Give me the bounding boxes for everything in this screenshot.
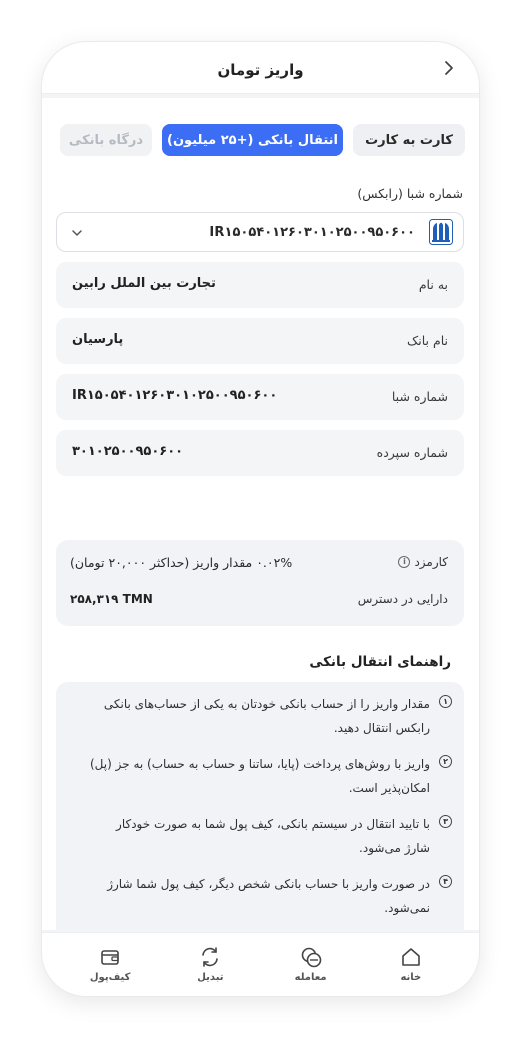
balance-value: ۲۵۸,۳۱۹ TMN — [70, 592, 153, 606]
tab-bank-transfer[interactable]: انتقال بانکی (+۲۵ میلیون) — [162, 124, 343, 156]
detail-value: پارسیان — [72, 332, 124, 347]
sheba-select-value: IR۱۵۰۵۴۰۱۲۶۰۳۰۱۰۲۵۰۰۹۵۰۶۰۰ — [209, 225, 415, 240]
step-number: ۲ — [439, 755, 452, 768]
chevron-right-icon — [442, 60, 454, 76]
detail-label: شماره سپرده — [376, 445, 448, 460]
detail-row-bank-name — [56, 318, 464, 364]
detail-value: تجارت بین الملل رابین — [72, 276, 216, 291]
nav-label: تبدیل — [197, 972, 224, 983]
step-text: با تایید انتقال در سیستم بانکی، کیف پول شما به صورت خودکار شارژ می‌شود. — [116, 817, 430, 855]
info-icon[interactable]: i — [398, 556, 410, 568]
step-number: ۳ — [439, 815, 452, 828]
fee-box — [56, 540, 464, 626]
step-text: مقدار واریز را از حساب بانکی خودتان به یکی از حساب‌های بانکی رابکس انتقال دهید. — [103, 697, 430, 735]
page-header — [42, 42, 479, 94]
step-number: ۱ — [439, 695, 452, 708]
nav-home[interactable] — [371, 946, 451, 983]
balance-label: دارایی در دسترس — [357, 592, 448, 606]
nav-convert[interactable] — [170, 946, 250, 983]
guide-box — [56, 682, 464, 930]
nav-trade[interactable] — [271, 946, 351, 983]
detail-row-account-holder — [56, 262, 464, 308]
sheba-select[interactable] — [56, 212, 464, 252]
method-tabs — [60, 124, 465, 156]
sheba-select-label: شماره شبا (رابکس) — [357, 186, 463, 201]
step-text: در صورت واریز با حساب بانکی شخص دیگر، کیف پول شما شارژ نمی‌شود. — [107, 877, 430, 915]
detail-row-deposit-number — [56, 430, 464, 476]
fee-label-wrap — [398, 555, 448, 569]
detail-value[interactable]: ۳۰۱۰۲۵۰۰۹۵۰۶۰۰ — [72, 444, 184, 459]
nav-label: معامله — [294, 972, 327, 983]
fee-value: ۰.۰۲% مقدار واریز (حداکثر ۲۰,۰۰۰ تومان) — [70, 555, 293, 570]
tab-bank-gateway[interactable]: درگاه بانکی — [60, 124, 152, 156]
bank-logo-icon — [429, 219, 453, 245]
guide-title: راهنمای انتقال بانکی — [309, 654, 451, 670]
fee-label: کارمزد — [414, 555, 448, 569]
wallet-icon — [99, 946, 121, 968]
tab-card-to-card[interactable]: کارت به کارت — [353, 124, 465, 156]
nav-wallet[interactable] — [70, 946, 150, 983]
bottom-nav — [42, 932, 479, 996]
detail-label: شماره شبا — [391, 389, 448, 404]
detail-row-sheba — [56, 374, 464, 420]
swap-icon — [199, 946, 221, 968]
chevron-down-icon — [69, 225, 85, 241]
page-title: واریز تومان — [217, 60, 304, 79]
nav-label: خانه — [400, 972, 422, 983]
step-text: واریز با روش‌های پرداخت (پایا، ساتنا و حساب به حساب) به جز (پل) امکان‌پذیر است. — [90, 757, 430, 795]
deposit-content — [42, 98, 479, 930]
step-number: ۴ — [439, 875, 452, 888]
detail-label: به نام — [418, 277, 448, 292]
phone-frame — [42, 42, 479, 996]
detail-value[interactable]: IR۱۵۰۵۴۰۱۲۶۰۳۰۱۰۲۵۰۰۹۵۰۶۰۰ — [72, 388, 278, 403]
trade-icon — [300, 946, 322, 968]
detail-label: نام بانک — [407, 333, 448, 348]
nav-label: کیف‌پول — [89, 972, 131, 983]
home-icon — [400, 946, 422, 968]
back-button[interactable] — [438, 58, 458, 78]
